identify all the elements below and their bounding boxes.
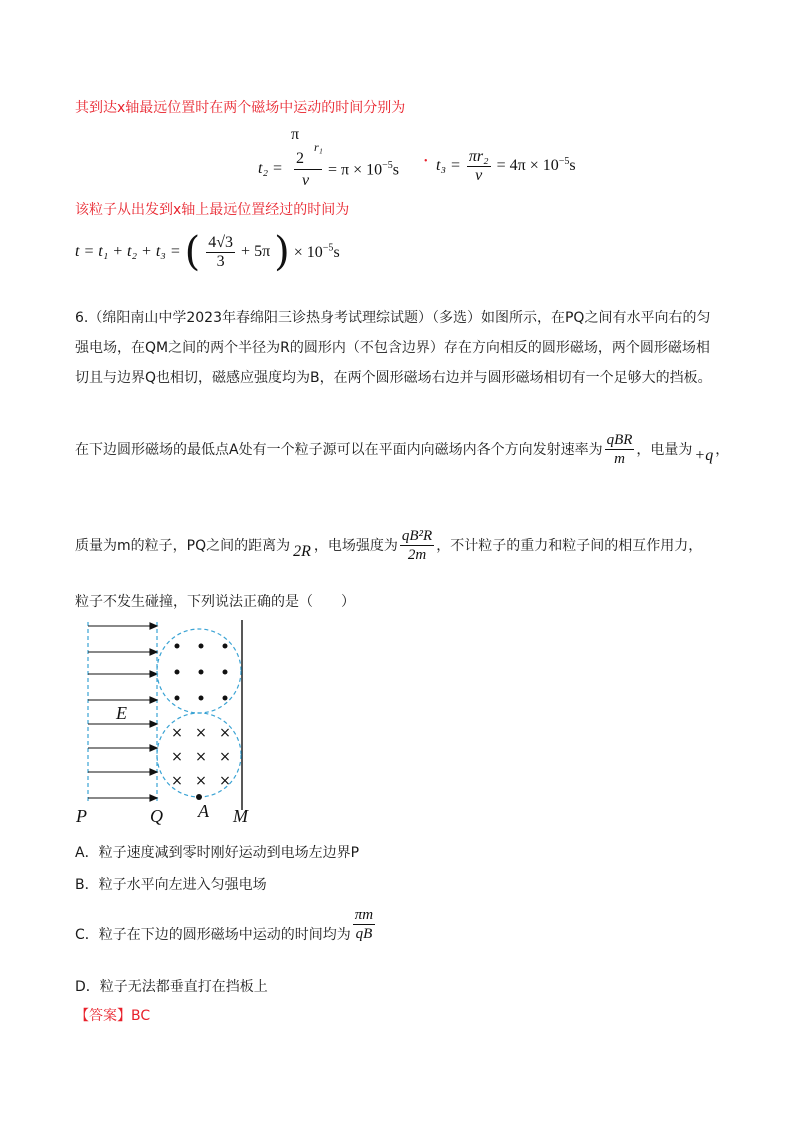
equation-t-total: t = t₁ + t₂ + t₃ = ( $\frac{4√3}{3}$ + 5π ) × $10^{-5}s$ (75, 229, 340, 275)
eq-t2-fraction-bar (294, 169, 322, 170)
question-line-5: 质量为m的粒子，PQ之间的距离为 2R ，电场强度为 $\frac{\text{qB²R}}{2m}$ ，不计粒子的重力和粒子间的相互作用力， (75, 528, 703, 563)
label-M: M (233, 806, 248, 826)
svg-text:×: × (171, 773, 183, 789)
answer-label: 【答案】 (75, 1008, 131, 1024)
solution-line-1: 其到达x轴最远位置时在两个磁场中运动的时间分别为 (75, 100, 406, 116)
svg-text:×: × (171, 725, 183, 741)
label-P: P (76, 806, 87, 826)
svg-text:×: × (219, 749, 231, 765)
label-E: E (116, 703, 127, 723)
svg-text:×: × (171, 749, 183, 765)
question-line-3: 切且与边界Q也相切，磁感应强度均为B，在两个圆形磁场右边并与圆形磁场相切有一个足够大的挡板。 (75, 370, 712, 386)
equation-t3: t₃ = $\frac{\text{πr₂}}{v}$ = $4\pi \times 10^{-5}s$ (436, 148, 576, 184)
answer-value: BC (131, 1008, 151, 1024)
separator-dot: • (424, 156, 428, 167)
eq-t2-v: v (302, 172, 310, 189)
eq-t2-two: 2 (296, 150, 304, 167)
eq-t2-r1: r₁ (314, 140, 323, 154)
solution-line-2: 该粒子从出发到x轴上最远位置经过的时间为 (75, 202, 350, 218)
svg-text:×: × (195, 773, 207, 789)
svg-text:×: × (195, 749, 207, 765)
question-line-6: 粒子不发生碰撞，下列说法正确的是（ ） (75, 594, 355, 610)
label-A: A (198, 801, 209, 821)
physics-figure (70, 614, 270, 828)
question-line-1: 6.（绵阳南山中学2023年春绵阳三诊热身考试理综试题）（多选）如图所示，在PQ之间有水平向右的匀 (75, 310, 711, 326)
option-C: C．粒子在下边的圆形磁场中运动的时间均为 $\frac{\pi m}{qB}$ (75, 907, 374, 943)
option-A: A．粒子速度减到零时刚好运动到电场左边界P (75, 845, 360, 861)
question-line-2: 强电场，在QM之间的两个半径为R的圆形内（不包含边界）存在方向相反的圆形磁场，两个圆形磁场相 (75, 340, 710, 356)
eq-t2-lhs: t₂ = (258, 160, 283, 177)
field-out-dots (175, 644, 228, 701)
question-line-4: 在下边圆形磁场的最低点A处有一个粒子源可以在平面内向磁场内各个方向发射速率为 $\frac{\text{qBR}}{m}$ ，电量为 +q ， (75, 432, 730, 467)
svg-text:×: × (219, 773, 231, 789)
label-Q: Q (150, 806, 163, 826)
field-in-crosses (171, 725, 231, 789)
option-B: B．粒子水平向左进入匀强电场 (75, 877, 267, 893)
option-D: D．粒子无法都垂直打在挡板上 (75, 979, 268, 995)
point-A (196, 794, 202, 800)
eq-t2-pi: π (291, 126, 300, 143)
svg-text:×: × (195, 725, 207, 741)
eq-t2-rhs: = $\pi \times 10^{-5}s$ (328, 160, 399, 179)
svg-text:×: × (219, 725, 231, 741)
answer-line (75, 1006, 150, 1026)
